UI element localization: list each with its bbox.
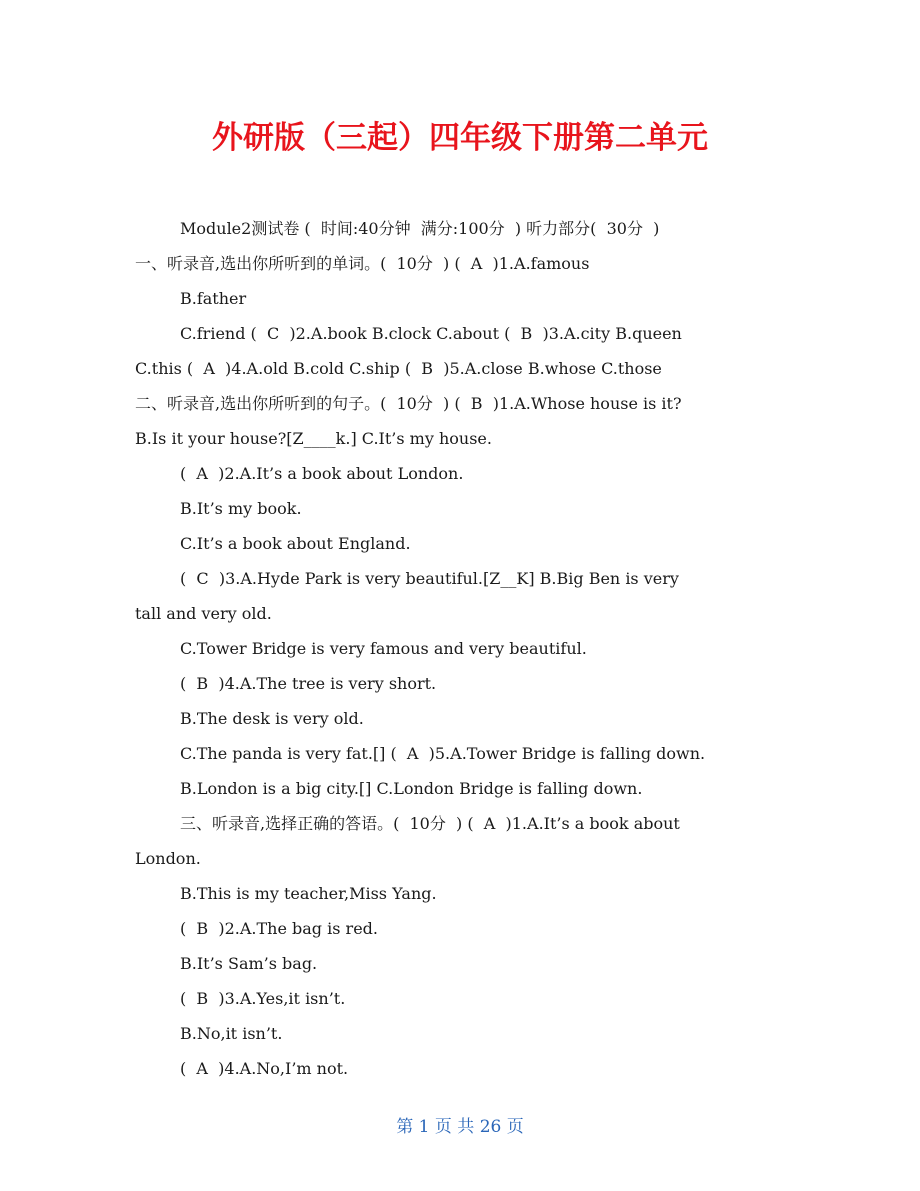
text-line: London. [135,849,201,868]
text-line: ( B )2.A.The bag is red. [180,919,378,938]
document-title: 外研版（三起）四年级下册第二单元 [212,120,708,156]
text-line: 二、听录音,选出你所听到的句子。( 10分 ) ( B )1.A.Whose house is it? [135,394,682,413]
text-line: B.Is it your house?[Z____k.] C.It’s my house. [135,429,492,448]
text-line: B.It’s Sam’s bag. [180,954,318,973]
text-line: Module2测试卷 ( 时间:40分钟 满分:100分 ) 听力部分( 30分 ) [180,219,660,238]
text-line: C.It’s a book about England. [180,534,411,553]
text-line: ( B )4.A.The tree is very short. [180,674,437,693]
text-line: ( B )3.A.Yes,it isn’t. [180,989,346,1008]
text-line: B.It’s my book. [180,499,302,518]
text-line: C.friend ( C )2.A.book B.clock C.about ( B )3.A.city B.queen [180,324,682,343]
text-line: ( C )3.A.Hyde Park is very beautiful.[Z__K] B.Big Ben is very [180,569,679,588]
text-line: C.Tower Bridge is very famous and very beautiful. [180,639,587,658]
text-line: B.No,it isn’t. [180,1024,283,1043]
text-line: 三、听录音,选择正确的答语。( 10分 ) ( A )1.A.It’s a book about [180,814,680,833]
page-number-footer: 第 1 页 共 26 页 [396,1117,524,1137]
text-line: B.father [180,289,247,308]
document-body [135,211,795,1086]
text-line: C.The panda is very fat.[] ( A )5.A.Tower Bridge is falling down. [180,744,706,763]
text-line: ( A )2.A.It’s a book about London. [180,464,464,483]
text-line: B.London is a big city.[] C.London Bridge is falling down. [180,779,643,798]
text-line: B.The desk is very old. [180,709,364,728]
text-line: B.This is my teacher,Miss Yang. [180,884,437,903]
text-line: ( A )4.A.No,I’m not. [180,1059,349,1078]
text-line: C.this ( A )4.A.old B.cold C.ship ( B )5.A.close B.whose C.those [135,359,662,378]
text-line: 一、听录音,选出你所听到的单词。( 10分 ) ( A )1.A.famous [135,254,590,273]
text-line: tall and very old. [135,604,272,623]
